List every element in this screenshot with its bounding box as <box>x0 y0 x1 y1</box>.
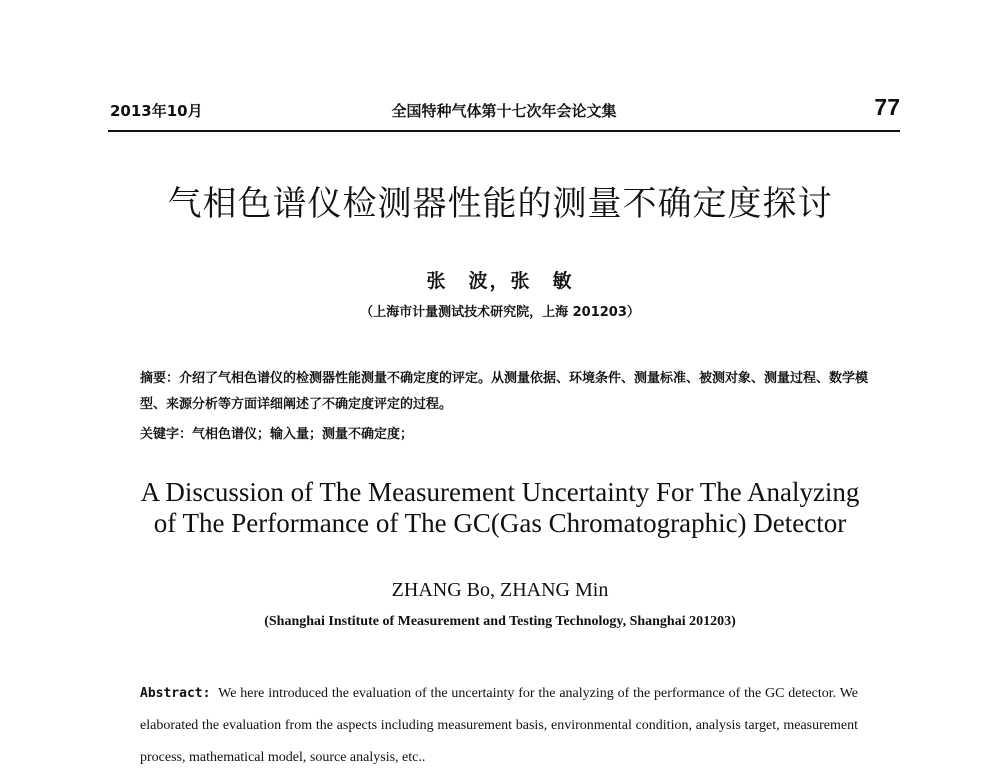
abstract-chinese <box>140 366 880 418</box>
abstract-english-text: We here introduced the evaluation of the uncertainty for the analyzing of the performance of the GC detector. We elaborated the evaluation from the aspects including measurement basis, environmental condition, analysis target, measurement process, mathematical model, source analysis, etc.. <box>140 686 858 765</box>
keywords-chinese <box>140 423 880 442</box>
authors-english: ZHANG Bo, ZHANG Min <box>391 579 609 601</box>
paper-title-english <box>0 477 1000 539</box>
abstract-chinese-label: 摘要： <box>140 371 180 386</box>
keywords-chinese-text: 气相色谱仪；输入量；测量不确定度； <box>192 427 414 442</box>
page-number: 77 <box>874 94 900 120</box>
header-journal-title: 全国特种气体第十七次年会论文集 <box>391 102 617 120</box>
affiliation-chinese: （上海市计量测试技术研究院，上海 201203） <box>360 305 640 320</box>
paper-title-english-line2: of The Performance of The GC(Gas Chromatographic) Detector <box>153 508 847 538</box>
authors-chinese: 张 波，张 敏 <box>426 270 574 292</box>
abstract-english <box>140 678 858 774</box>
paper-title-chinese: 气相色谱仪检测器性能的测量不确定度探讨 <box>167 184 833 224</box>
affiliation-english: (Shanghai Institute of Measurement and Testing Technology, Shanghai 201203) <box>264 614 736 629</box>
keywords-chinese-label: 关键字： <box>140 427 193 442</box>
paper-title-english-line1: A Discussion of The Measurement Uncertainty For The Analyzing <box>140 477 860 507</box>
abstract-english-label: Abstract: <box>140 686 211 701</box>
header-date: 2013年10月 <box>110 102 203 120</box>
running-header <box>108 96 900 132</box>
abstract-chinese-text: 介绍了气相色谱仪的检测器性能测量不确定度的评定。从测量依据、环境条件、测量标准、被测对象、测量过程、数学模型、来源分析等方面详细阐述了不确定度评定的过程。 <box>140 371 869 412</box>
